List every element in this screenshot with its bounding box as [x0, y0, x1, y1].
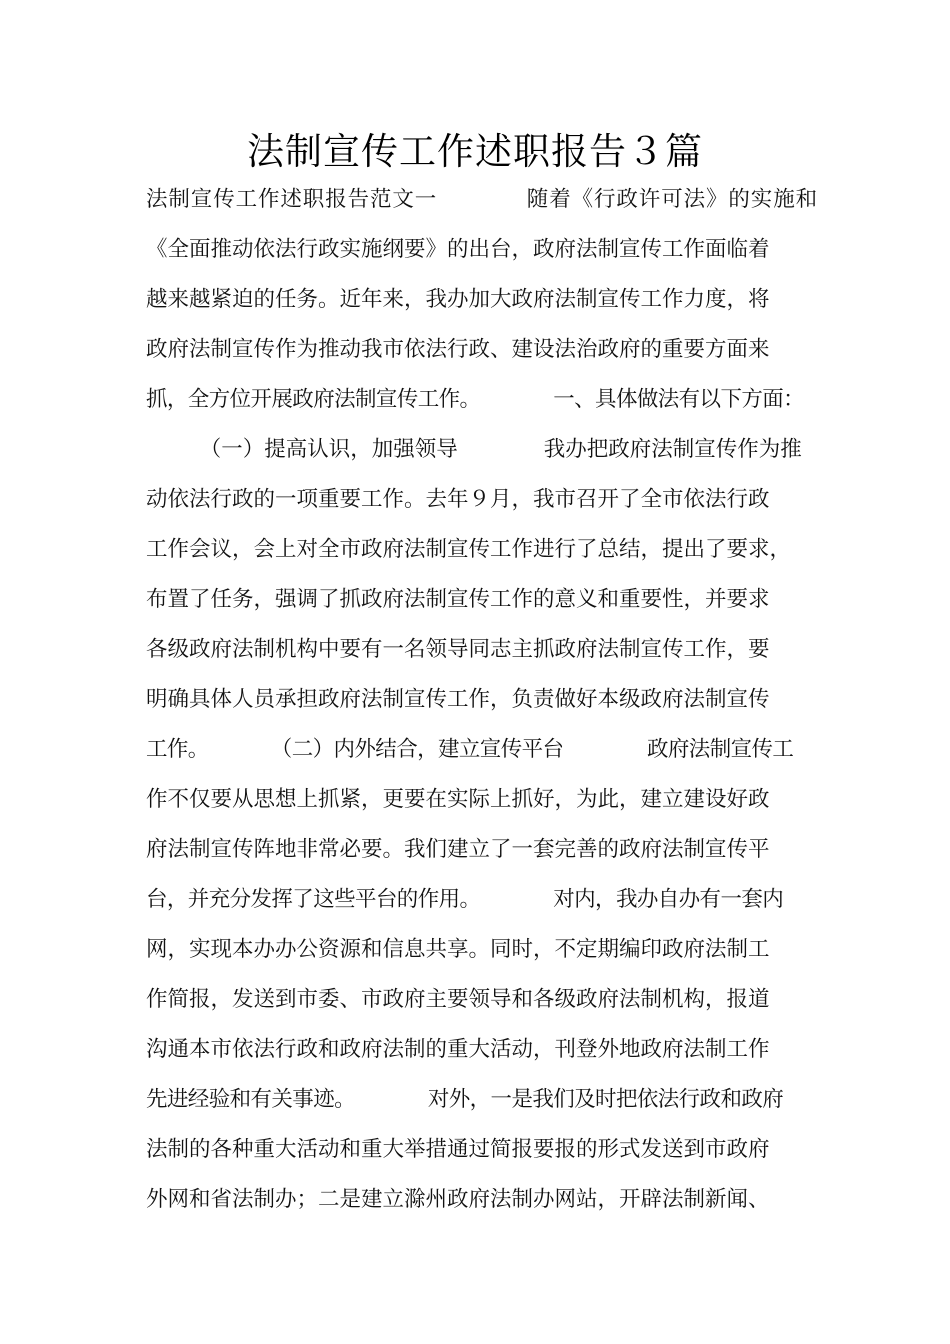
body-line-15: 台，并充分发挥了这些平台的作用。 对内，我办自办有一套内	[146, 887, 784, 912]
body-line-5: 抓，全方位开展政府法制宣传工作。 一、具体做法有以下方面：	[146, 387, 805, 412]
body-line-14: 府法制宣传阵地非常必要。我们建立了一套完善的政府法制宣传平	[146, 837, 770, 862]
body-line-11: 明确具体人员承担政府法制宣传工作，负责做好本级政府法制宣传	[146, 687, 770, 712]
body-line-20: 法制的各种重大活动和重大举措通过简报要报的形式发送到市政府	[146, 1137, 770, 1162]
body-line-4: 政府法制宣传作为推动我市依法行政、建设法治政府的重要方面来	[146, 337, 770, 362]
body-line-8: 工作会议，会上对全市政府法制宣传工作进行了总结，提出了要求，	[146, 537, 792, 562]
body-line-6: （一）提高认识，加强领导 我办把政府法制宣传作为推	[146, 437, 802, 462]
body-line-3: 越来越紧迫的任务。近年来，我办加大政府法制宣传工作力度，将	[146, 287, 770, 312]
body-line-7: 动依法行政的一项重要工作。去年９月，我市召开了全市依法行政	[146, 487, 770, 512]
document-title: 法制宣传工作述职报告３篇	[247, 130, 703, 173]
body-line-18: 沟通本市依法行政和政府法制的重大活动，刊登外地政府法制工作	[146, 1037, 770, 1062]
body-line-21: 外网和省法制办；二是建立滁州政府法制办网站，开辟法制新闻、	[146, 1187, 770, 1212]
body-line-10: 各级政府法制机构中要有一名领导同志主抓政府法制宣传工作，要	[146, 637, 770, 662]
body-line-13: 作不仅要从思想上抓紧，更要在实际上抓好，为此，建立建设好政	[146, 787, 770, 812]
body-line-9: 布置了任务，强调了抓政府法制宣传工作的意义和重要性，并要求	[146, 587, 770, 612]
body-line-12: 工作。 （二）内外结合，建立宣传平台 政府法制宣传工	[146, 737, 794, 762]
body-line-1: 法制宣传工作述职报告范文一 随着《行政许可法》的实施和	[146, 187, 819, 212]
body-line-2: 《全面推动依法行政实施纲要》的出台，政府法制宣传工作面临着	[146, 237, 770, 262]
body-line-16: 网，实现本办办公资源和信息共享。同时，不定期编印政府法制工	[146, 937, 770, 962]
body-line-19: 先进经验和有关事迹。 对外，一是我们及时把依法行政和政府	[146, 1087, 784, 1112]
body-line-17: 作简报，发送到市委、市政府主要领导和各级政府法制机构，报道	[146, 987, 770, 1012]
